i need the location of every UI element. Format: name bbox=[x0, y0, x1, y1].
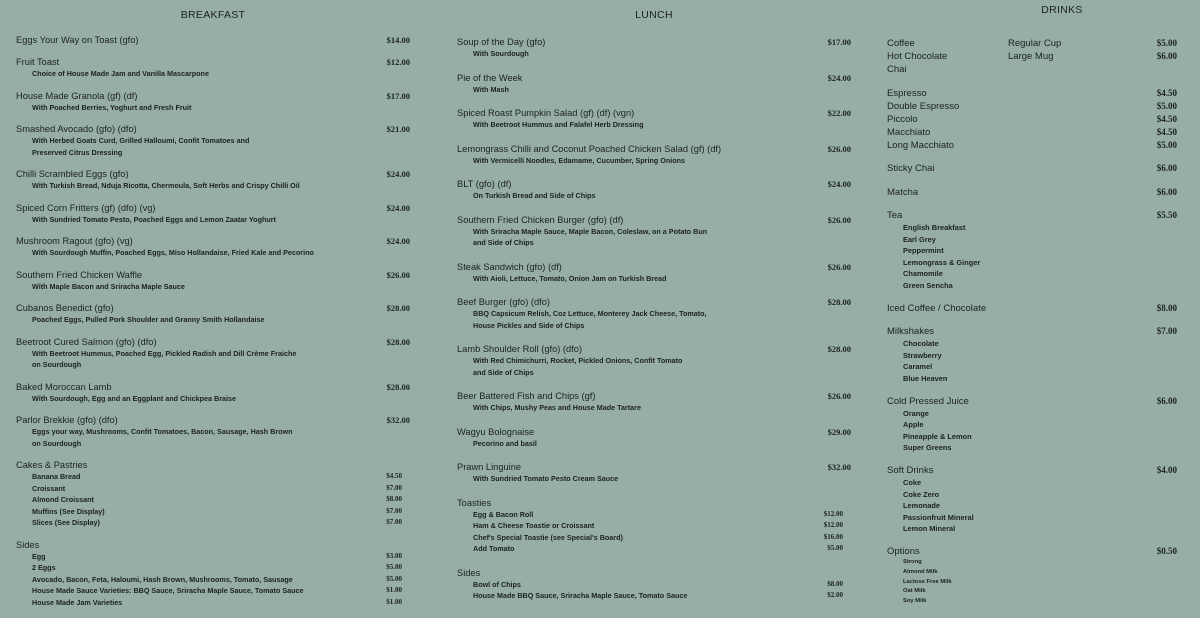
item-row bbox=[457, 178, 851, 190]
sub-item-price: $1.00 bbox=[386, 597, 402, 606]
drink-row bbox=[887, 139, 1177, 152]
item-description: Poached Eggs, Pulled Pork Shoulder and Granny Smith Hollandaise bbox=[32, 315, 265, 324]
menu-item bbox=[457, 296, 851, 331]
drink-variety: Coke Zero bbox=[903, 489, 940, 499]
item-row bbox=[457, 36, 851, 48]
drink-group bbox=[887, 395, 1177, 454]
item-name: Beef Burger (gfo) (dfo) bbox=[457, 297, 551, 307]
item-row bbox=[457, 390, 851, 402]
item-price: $28.00 bbox=[827, 344, 851, 354]
drink-size bbox=[1008, 113, 1157, 126]
menu-item bbox=[457, 107, 851, 131]
menu-item bbox=[16, 123, 410, 158]
item-price: $26.00 bbox=[827, 261, 851, 272]
drink-size bbox=[1008, 325, 1157, 338]
drink-group bbox=[887, 186, 1177, 199]
drink-size bbox=[1008, 209, 1157, 222]
sub-item bbox=[457, 520, 851, 532]
sub-item-price: $5.00 bbox=[386, 563, 402, 571]
sub-item-name: House Made BBQ Sauce, Sriracha Maple Sauce, Tomato Sauce bbox=[473, 591, 688, 600]
drinks-list bbox=[887, 37, 1177, 617]
drink-variety: Earl Grey bbox=[903, 234, 936, 244]
drink-size bbox=[1008, 464, 1157, 477]
sub-item bbox=[16, 483, 410, 495]
menu-group bbox=[457, 567, 851, 602]
sub-item bbox=[457, 532, 851, 544]
item-row bbox=[457, 107, 851, 119]
drink-name: Matcha bbox=[887, 186, 919, 198]
sub-item-price: $12.00 bbox=[823, 521, 843, 529]
item-price: $26.00 bbox=[827, 143, 851, 154]
item-description: Choice of House Made Jam and Vanilla Mascarpone bbox=[32, 69, 209, 78]
drink-variety: Apple bbox=[903, 420, 924, 429]
item-description: Pecorino and basil bbox=[473, 438, 537, 448]
item-name: Soup of the Day (gfo) bbox=[457, 37, 546, 47]
drink-size bbox=[1008, 302, 1157, 315]
drink-row bbox=[887, 63, 1177, 76]
drink-group bbox=[887, 302, 1177, 315]
item-description: and Side of Chips bbox=[473, 238, 534, 247]
item-name: Steak Sandwich (gfo) (df) bbox=[457, 261, 562, 272]
menu-group bbox=[16, 539, 410, 609]
drink-row bbox=[887, 186, 1177, 199]
item-name: Chilli Scrambled Eggs (gfo) bbox=[16, 169, 129, 179]
drink-variety: Pineapple & Lemon bbox=[903, 431, 972, 441]
sub-item-name: Add Tomato bbox=[473, 544, 515, 553]
menu-item bbox=[457, 72, 851, 96]
drink-variety: Strong bbox=[903, 559, 922, 565]
item-row bbox=[457, 72, 851, 84]
drink-group bbox=[887, 325, 1177, 384]
item-row bbox=[457, 296, 851, 308]
drink-name: Milkshakes bbox=[887, 326, 934, 337]
sub-item-name: Egg & Bacon Roll bbox=[473, 509, 534, 519]
item-description: and Side of Chips bbox=[473, 367, 534, 377]
menu-item bbox=[457, 214, 851, 249]
sub-item-name: Chef's Special Toastie (see Special's Board) bbox=[473, 532, 623, 542]
item-row bbox=[457, 261, 851, 273]
item-name: Smashed Avocado (gfo) (dfo) bbox=[16, 124, 137, 134]
drink-size bbox=[1008, 100, 1157, 113]
sub-item bbox=[16, 574, 410, 586]
sub-item bbox=[457, 509, 851, 521]
item-name: Lemongrass Chilli and Coconut Poached Chicken Salad (gf) (df) bbox=[457, 143, 722, 154]
sub-item-name: Croissant bbox=[32, 483, 66, 493]
item-name: Pie of the Week bbox=[457, 72, 523, 83]
item-price: $24.00 bbox=[386, 236, 410, 246]
drink-row bbox=[887, 464, 1177, 477]
sub-item bbox=[16, 585, 410, 597]
menu-item bbox=[16, 168, 410, 192]
breakfast-list bbox=[16, 34, 410, 618]
drink-variety: Passionfruit Mineral bbox=[903, 512, 974, 522]
item-price: $26.00 bbox=[386, 269, 410, 280]
item-price: $24.00 bbox=[827, 179, 851, 189]
drink-group bbox=[887, 545, 1177, 607]
menu-item bbox=[457, 36, 851, 60]
drink-price: $5.00 bbox=[1156, 100, 1177, 111]
sub-item-price: $7.00 bbox=[386, 518, 402, 526]
drink-variety: Coke bbox=[903, 478, 922, 487]
sub-item-price: $8.00 bbox=[386, 495, 402, 503]
sub-item bbox=[16, 506, 410, 518]
drinks-heading: DRINKS bbox=[1041, 4, 1083, 16]
item-name: Toasties bbox=[457, 497, 492, 508]
menu-item bbox=[457, 390, 851, 414]
drink-row bbox=[887, 209, 1177, 222]
drink-variety: Oat Milk bbox=[903, 588, 926, 595]
item-description: With Turkish Bread, Nduja Ricotta, Chermoula, Soft Herbs and Crispy Chilli Oil bbox=[32, 181, 300, 190]
item-row bbox=[457, 143, 851, 155]
item-description: Preserved Citrus Dressing bbox=[32, 147, 123, 157]
item-name: House Made Granola (gf) (df) bbox=[16, 90, 138, 101]
breakfast-heading: BREAKFAST bbox=[180, 9, 246, 21]
item-description: BBQ Capsicum Relish, Coz Lettuce, Monterey Jack Cheese, Tomato, bbox=[473, 309, 707, 318]
drink-variety: Almond Milk bbox=[903, 568, 938, 575]
item-price: $32.00 bbox=[827, 462, 851, 472]
sub-item-name: House Made Jam Varieties bbox=[32, 597, 123, 607]
drink-row bbox=[887, 50, 1177, 63]
sub-item-price: $8.00 bbox=[827, 579, 843, 588]
drink-price: $0.50 bbox=[1156, 546, 1177, 556]
item-row bbox=[457, 214, 851, 226]
item-price: $24.00 bbox=[386, 202, 410, 213]
sub-item-price: $7.00 bbox=[386, 483, 402, 492]
item-price: $17.00 bbox=[386, 90, 410, 101]
drink-price: $8.00 bbox=[1156, 302, 1177, 313]
lunch-list bbox=[457, 36, 851, 614]
item-description: With Sundried Tomato Pesto, Poached Eggs and Lemon Zaatar Yoghurt bbox=[32, 214, 276, 224]
drink-price: $5.00 bbox=[1156, 139, 1177, 150]
drink-price: $5.50 bbox=[1156, 210, 1177, 220]
drink-size bbox=[1008, 139, 1157, 152]
drink-variety: Lemongrass & Ginger bbox=[903, 257, 981, 267]
drink-variety: Strawberry bbox=[903, 350, 942, 360]
drink-group bbox=[887, 464, 1177, 535]
item-price: $14.00 bbox=[386, 35, 410, 45]
sub-item-name: House Made Sauce Varieties: BBQ Sauce, Sriracha Maple Sauce, Tomato Sauce bbox=[32, 586, 304, 595]
menu-item bbox=[16, 34, 410, 46]
item-row bbox=[457, 567, 851, 579]
item-name: Southern Fried Chicken Burger (gfo) (df) bbox=[457, 214, 624, 225]
item-description: With Red Chimichurri, Rocket, Pickled Onions, Confit Tomato bbox=[473, 356, 683, 365]
drink-name: Double Espresso bbox=[887, 100, 960, 112]
item-description: With Vermicelli Noodles, Edamame, Cucumber, Spring Onions bbox=[473, 155, 686, 165]
drink-row bbox=[887, 100, 1177, 113]
sub-item bbox=[16, 517, 410, 529]
drink-variety: Lemon Mineral bbox=[903, 524, 956, 533]
item-description: With Beetroot Hummus, Poached Egg, Pickled Radish and Dill Crème Fraiche bbox=[32, 348, 297, 358]
item-row bbox=[16, 123, 410, 135]
sub-item-name: Ham & Cheese Toastie or Croissant bbox=[473, 521, 595, 530]
sub-item-price: $2.00 bbox=[827, 591, 843, 599]
menu-group bbox=[457, 497, 851, 555]
drink-variety: Blue Heaven bbox=[903, 373, 948, 383]
menu-item bbox=[16, 235, 410, 259]
item-name: Wagyu Bolognaise bbox=[457, 426, 535, 437]
item-row bbox=[16, 56, 410, 68]
drink-variety: Lemonade bbox=[903, 501, 940, 510]
drink-name: Soft Drinks bbox=[887, 465, 934, 476]
menu-item bbox=[16, 381, 410, 405]
item-description: With Sourdough, Egg and an Eggplant and Chickpea Braise bbox=[32, 393, 236, 403]
item-description: With Beetroot Hummus and Falafel Herb Dressing bbox=[473, 120, 644, 129]
drink-group bbox=[887, 209, 1177, 291]
drink-price: $4.50 bbox=[1156, 126, 1177, 137]
sub-item-price: $7.00 bbox=[386, 506, 402, 515]
item-price: $24.00 bbox=[386, 169, 410, 179]
menu-item bbox=[16, 269, 410, 293]
menu-item bbox=[457, 426, 851, 450]
sub-item bbox=[16, 494, 410, 506]
item-description: House Pickles and Side of Chips bbox=[473, 320, 585, 330]
item-name: Mushroom Ragout (gfo) (vg) bbox=[16, 236, 133, 246]
sub-item-price: $5.00 bbox=[386, 574, 402, 583]
drink-variety: Super Greens bbox=[903, 443, 952, 452]
menu-group bbox=[16, 459, 410, 529]
drink-name: Piccolo bbox=[887, 113, 918, 125]
item-price: $24.00 bbox=[827, 72, 851, 83]
sub-item-name: Egg bbox=[32, 551, 46, 561]
drink-name: Long Macchiato bbox=[887, 139, 955, 151]
item-row bbox=[457, 497, 851, 509]
drink-size bbox=[1008, 395, 1157, 408]
menu-item bbox=[457, 143, 851, 167]
item-row bbox=[16, 459, 410, 471]
item-price: $21.00 bbox=[386, 124, 410, 134]
drink-variety: Orange bbox=[903, 408, 929, 418]
item-row bbox=[457, 426, 851, 438]
drink-price: $4.50 bbox=[1156, 113, 1177, 124]
drink-row bbox=[887, 37, 1177, 50]
item-row bbox=[16, 235, 410, 247]
drink-price: $6.00 bbox=[1156, 186, 1177, 197]
drink-variety: Green Sencha bbox=[903, 280, 953, 290]
item-description: With Poached Berries, Yoghurt and Fresh Fruit bbox=[32, 102, 192, 112]
item-name: Sides bbox=[16, 539, 40, 550]
drink-name: Hot Chocolate bbox=[887, 51, 948, 62]
sub-item bbox=[16, 562, 410, 574]
drink-row bbox=[887, 162, 1177, 175]
sub-item-name: Banana Bread bbox=[32, 472, 81, 481]
drink-size bbox=[1008, 87, 1157, 100]
item-name: Prawn Linguine bbox=[457, 462, 522, 472]
item-name: Parlor Brekkie (gfo) (dfo) bbox=[16, 415, 118, 425]
drink-size bbox=[1008, 126, 1157, 139]
item-row bbox=[16, 34, 410, 46]
sub-item-price: $3.00 bbox=[386, 551, 402, 560]
item-name: Baked Moroccan Lamb bbox=[16, 381, 112, 392]
sub-item bbox=[16, 471, 410, 483]
item-description: With Aioli, Lettuce, Tomato, Onion Jam on Turkish Bread bbox=[473, 273, 667, 283]
menu-item bbox=[457, 261, 851, 285]
item-price: $32.00 bbox=[386, 415, 410, 425]
drink-size: Regular Cup bbox=[1008, 38, 1062, 49]
item-name: Fruit Toast bbox=[16, 57, 60, 67]
item-row bbox=[16, 539, 410, 551]
drink-name: Tea bbox=[887, 210, 903, 221]
menu-item bbox=[16, 302, 410, 326]
drink-row bbox=[887, 302, 1177, 315]
drink-row bbox=[887, 126, 1177, 139]
menu-item bbox=[16, 336, 410, 371]
item-row bbox=[16, 381, 410, 393]
sub-item bbox=[16, 597, 410, 609]
menu-item bbox=[16, 202, 410, 226]
item-description: With Sundried Tomato Pesto Cream Sauce bbox=[473, 474, 619, 483]
item-description: on Sourdough bbox=[32, 360, 82, 369]
item-name: Spiced Roast Pumpkin Salad (gf) (df) (vgn) bbox=[457, 108, 635, 118]
drink-price: $4.00 bbox=[1156, 465, 1177, 475]
drink-name: Macchiato bbox=[887, 126, 931, 138]
sub-item-price: $1.00 bbox=[386, 586, 402, 594]
item-price: $28.00 bbox=[386, 336, 410, 347]
drink-price: $5.00 bbox=[1156, 38, 1177, 48]
menu-item bbox=[457, 178, 851, 202]
item-row bbox=[16, 414, 410, 426]
sub-item bbox=[457, 579, 851, 591]
sub-item-price: $12.00 bbox=[823, 509, 843, 518]
item-name: Spiced Corn Fritters (gf) (dfo) (vg) bbox=[16, 202, 156, 213]
drink-variety: Chocolate bbox=[903, 339, 939, 348]
drink-size bbox=[1008, 162, 1157, 175]
sub-item-name: Avocado, Bacon, Feta, Haloumi, Hash Brown, Mushrooms, Tomato, Sausage bbox=[32, 574, 293, 584]
drink-name: Cold Pressed Juice bbox=[887, 395, 969, 407]
item-price: $12.00 bbox=[386, 57, 410, 67]
item-description: With Chips, Mushy Peas and House Made Tartare bbox=[473, 403, 641, 412]
item-name: BLT (gfo) (df) bbox=[457, 179, 512, 189]
drink-variety: Caramel bbox=[903, 362, 933, 371]
item-price: $17.00 bbox=[827, 37, 851, 47]
sub-item-name: Muffins (See Display) bbox=[32, 506, 105, 516]
item-name: Eggs Your Way on Toast (gfo) bbox=[16, 35, 139, 45]
drink-group bbox=[887, 37, 1177, 76]
drink-variety: Peppermint bbox=[903, 246, 944, 255]
drink-size bbox=[1008, 186, 1157, 199]
item-name: Southern Fried Chicken Waffle bbox=[16, 269, 143, 280]
sub-item-price: $16.00 bbox=[823, 532, 843, 541]
sub-item bbox=[457, 543, 851, 555]
item-name: Beetroot Cured Salmon (gfo) (dfo) bbox=[16, 336, 157, 347]
sub-item-price: $4.50 bbox=[386, 472, 402, 480]
drink-row bbox=[887, 87, 1177, 100]
drink-name: Iced Coffee / Chocolate bbox=[887, 302, 987, 314]
item-description: on Sourdough bbox=[32, 438, 82, 448]
drink-price: $6.00 bbox=[1156, 163, 1177, 173]
item-row bbox=[16, 336, 410, 348]
sub-item-price: $5.00 bbox=[827, 544, 843, 552]
drink-name: Chai bbox=[887, 64, 907, 75]
item-description: Eggs your way, Mushrooms, Confit Tomatoes, Bacon, Sausage, Hash Brown bbox=[32, 427, 293, 436]
drink-group bbox=[887, 162, 1177, 175]
drink-name: Coffee bbox=[887, 38, 915, 49]
drink-price: $6.00 bbox=[1156, 395, 1177, 406]
item-row bbox=[16, 302, 410, 314]
drink-row bbox=[887, 113, 1177, 126]
item-price: $22.00 bbox=[827, 108, 851, 118]
item-row bbox=[16, 90, 410, 102]
menu-item bbox=[16, 56, 410, 80]
drink-size bbox=[1008, 63, 1177, 76]
item-row bbox=[16, 168, 410, 180]
drink-group bbox=[887, 87, 1177, 152]
item-description: With Herbed Goats Curd, Grilled Halloumi, Confit Tomatoes and bbox=[32, 136, 250, 145]
item-price: $26.00 bbox=[827, 214, 851, 225]
drink-size bbox=[1008, 545, 1157, 558]
menu-item bbox=[16, 414, 410, 449]
sub-item bbox=[16, 551, 410, 563]
drink-variety: Lactose Free Milk bbox=[903, 578, 952, 585]
menu-item bbox=[16, 90, 410, 114]
drink-variety: English Breakfast bbox=[903, 223, 966, 232]
item-description: With Sourdough Muffin, Poached Eggs, Miso Hollandaise, Fried Kale and Pecorino bbox=[32, 248, 314, 257]
menu-item bbox=[457, 461, 851, 485]
item-price: $28.00 bbox=[827, 297, 851, 307]
item-description: With Maple Bacon and Sriracha Maple Sauce bbox=[32, 281, 185, 291]
drink-name: Espresso bbox=[887, 87, 927, 99]
lunch-heading: LUNCH bbox=[635, 9, 673, 21]
sub-item-name: Bowl of Chips bbox=[473, 579, 521, 589]
sub-item-name: Slices (See Display) bbox=[32, 518, 100, 527]
item-name: Lamb Shoulder Roll (gfo) (dfo) bbox=[457, 344, 583, 354]
drink-row bbox=[887, 545, 1177, 558]
item-price: $28.00 bbox=[386, 381, 410, 392]
item-description: With Sriracha Maple Sauce, Maple Bacon, Coleslaw, on a Potato Bun bbox=[473, 226, 708, 236]
item-row bbox=[457, 461, 851, 473]
drink-row bbox=[887, 325, 1177, 338]
sub-item-name: Almond Croissant bbox=[32, 495, 94, 504]
item-name: Cubanos Benedict (gfo) bbox=[16, 303, 114, 313]
item-description: With Mash bbox=[473, 84, 509, 94]
sub-item bbox=[457, 590, 851, 602]
item-description: On Turkish Bread and Side of Chips bbox=[473, 191, 596, 200]
item-price: $29.00 bbox=[827, 426, 851, 437]
drink-name: Sticky Chai bbox=[887, 163, 935, 174]
drink-variety: Soy Milk bbox=[903, 598, 927, 605]
item-description: With Sourdough bbox=[473, 49, 529, 58]
drink-size: Large Mug bbox=[1008, 51, 1054, 62]
drink-variety: Chamomile bbox=[903, 269, 943, 278]
item-name: Cakes & Pastries bbox=[16, 460, 88, 470]
drink-price: $6.00 bbox=[1156, 51, 1177, 61]
drink-price: $7.00 bbox=[1156, 326, 1177, 336]
drink-name: Options bbox=[887, 546, 920, 557]
item-row bbox=[457, 343, 851, 355]
item-row bbox=[16, 202, 410, 214]
drink-row bbox=[887, 395, 1177, 408]
item-price: $28.00 bbox=[386, 303, 410, 313]
item-price: $26.00 bbox=[827, 391, 851, 401]
item-row bbox=[16, 269, 410, 281]
item-name: Beer Battered Fish and Chips (gf) bbox=[457, 391, 596, 401]
menu-item bbox=[457, 343, 851, 378]
sub-item-name: 2 Eggs bbox=[32, 563, 56, 572]
item-name: Sides bbox=[457, 567, 481, 578]
drink-price: $4.50 bbox=[1156, 87, 1177, 98]
